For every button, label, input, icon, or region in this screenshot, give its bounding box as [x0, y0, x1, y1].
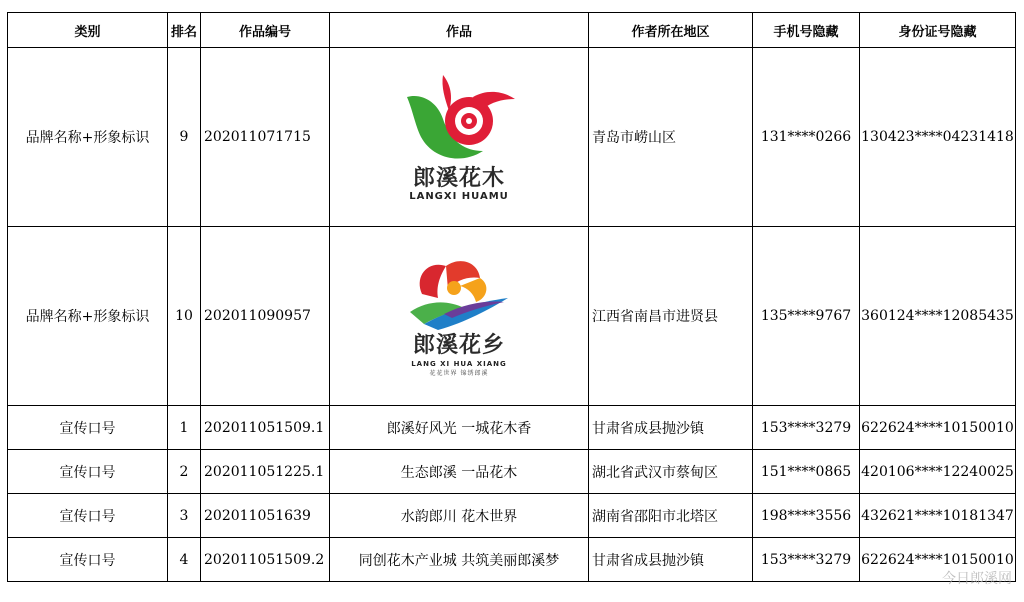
langxi-huamu-logo [399, 71, 519, 203]
category-cell: 宣传口号 [8, 494, 168, 538]
slogan-cell: 生态郎溪 一品花木 [330, 450, 589, 494]
results-table [7, 12, 1016, 582]
flower-emblem-icon [399, 71, 519, 167]
work-cell [330, 48, 589, 227]
header-id: 作品编号 [201, 13, 330, 48]
id-cell: 202011051225.1 [201, 450, 330, 494]
work-cell [330, 227, 589, 406]
region-cell: 甘肃省成县抛沙镇 [589, 406, 753, 450]
category-cell: 宣传口号 [8, 538, 168, 582]
header-idcard: 身份证号隐藏 [860, 13, 1016, 48]
slogan-cell: 水韵郎川 花木世界 [330, 494, 589, 538]
id-cell: 202011071715 [201, 48, 330, 227]
idcard-cell: 130423****04231418 [860, 48, 1016, 227]
logo-chinese-name: 郎溪花木 [412, 166, 505, 191]
slogan-cell: 同创花木产业城 共筑美丽郎溪梦 [330, 538, 589, 582]
category-cell: 宣传口号 [8, 406, 168, 450]
region-cell: 甘肃省成县抛沙镇 [589, 538, 753, 582]
idcard-cell: 420106****12240025 [860, 450, 1016, 494]
idcard-cell: 622624****10150010 [860, 538, 1016, 582]
header-work: 作品 [330, 13, 589, 48]
header-region: 作者所在地区 [589, 13, 753, 48]
id-cell: 202011051509.2 [201, 538, 330, 582]
id-cell: 202011051639 [201, 494, 330, 538]
logo-english-name: LANGXI HUAMU [409, 191, 509, 202]
phone-cell: 198****3556 [753, 494, 860, 538]
phone-cell: 153****3279 [753, 538, 860, 582]
header-category: 类别 [8, 13, 168, 48]
category-cell: 品牌名称+形象标识 [8, 227, 168, 406]
site-watermark: 今日郎溪网 [942, 571, 1012, 587]
logo-english-name: LANG XI HUA XIANG [411, 360, 507, 368]
rank-cell: 3 [168, 494, 201, 538]
logo-slogan: 花花世界 锦绣郎溪 [429, 370, 489, 377]
table-row [8, 538, 1016, 582]
category-cell: 品牌名称+形象标识 [8, 48, 168, 227]
id-cell: 202011090957 [201, 227, 330, 406]
rank-cell: 10 [168, 227, 201, 406]
phone-cell: 151****0865 [753, 450, 860, 494]
table-row [8, 406, 1016, 450]
langxi-huaxiang-logo [404, 254, 514, 378]
region-cell: 湖北省武汉市蔡甸区 [589, 450, 753, 494]
table-row [8, 48, 1016, 227]
table-row [8, 227, 1016, 406]
rank-cell: 9 [168, 48, 201, 227]
phone-cell: 135****9767 [753, 227, 860, 406]
phone-cell: 131****0266 [753, 48, 860, 227]
logo-chinese-name: 郎溪花乡 [412, 333, 505, 358]
idcard-cell: 622624****10150010 [860, 406, 1016, 450]
region-cell: 江西省南昌市进贤县 [589, 227, 753, 406]
header-phone: 手机号隐藏 [753, 13, 860, 48]
header-row [8, 13, 1016, 48]
category-cell: 宣传口号 [8, 450, 168, 494]
slogan-cell: 郎溪好风光 一城花木香 [330, 406, 589, 450]
idcard-cell: 360124****12085435 [860, 227, 1016, 406]
region-cell: 青岛市崂山区 [589, 48, 753, 227]
table-row [8, 494, 1016, 538]
id-cell: 202011051509.1 [201, 406, 330, 450]
table-row [8, 450, 1016, 494]
flower-swoosh-icon [404, 254, 514, 334]
phone-cell: 153****3279 [753, 406, 860, 450]
rank-cell: 1 [168, 406, 201, 450]
header-rank: 排名 [168, 13, 201, 48]
idcard-cell: 432621****10181347 [860, 494, 1016, 538]
rank-cell: 4 [168, 538, 201, 582]
rank-cell: 2 [168, 450, 201, 494]
region-cell: 湖南省邵阳市北塔区 [589, 494, 753, 538]
